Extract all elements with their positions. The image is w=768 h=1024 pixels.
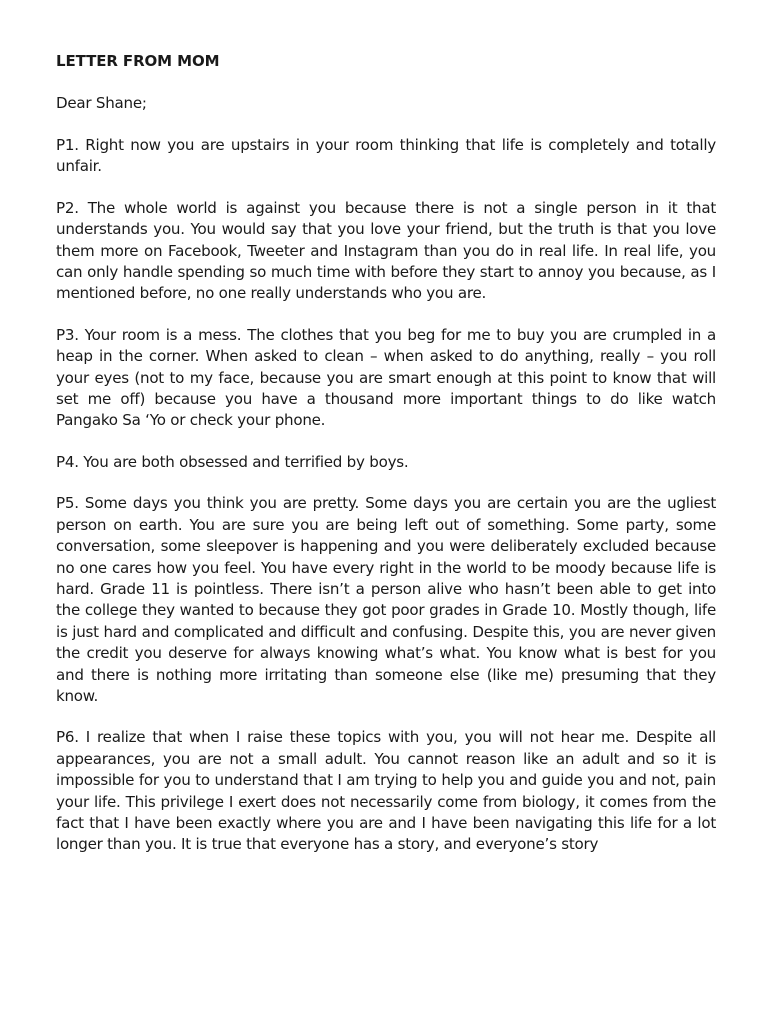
letter-page — [56, 50, 716, 876]
paragraph-p6: P6. I realize that when I raise these topics with you, you will not hear me. Despite all appearances, you are not a small adult. You cannot reason like an adult and so it is impossible for you to understand that I am trying to help you and guide you and not, pain your life. This privilege I exert does not necessarily come from biology, it comes from the fact that I have been exactly where you are and I have been navigating this life for a lot longer than you. It is true that everyone has a story, and everyone’s story — [56, 728, 716, 854]
salutation: Dear Shane; — [56, 94, 147, 112]
paragraph-p3: P3. Your room is a mess. The clothes that you beg for me to buy you are crumpled in a heap in the corner. When asked to clean – when asked to do anything, really – you roll your eyes (not to my face, because you are smart enough at this point to know that will set me off) because you have a thousand more important things to do like watch Pangako Sa ‘Yo or check your phone. — [56, 325, 716, 430]
paragraph-p1: P1. Right now you are upstairs in your room thinking that life is completely and totally unfair. — [56, 136, 716, 176]
letter-title: LETTER FROM MOM — [56, 52, 220, 70]
paragraph-p4: P4. You are both obsessed and terrified by boys. — [56, 452, 409, 471]
paragraph-p2: P2. The whole world is against you because there is not a single person in it that understands you. You would say that you love your friend, but the truth is that you love them more on Facebook, Tweeter and Instagram than you do in real life. In real life, you can only handle spending so much time with before they start to annoy you because, as I mentioned before, no one really understands who you are. — [56, 198, 716, 303]
paragraph-p5: P5. Some days you think you are pretty. Some days you are certain you are the ugliest person on earth. You are sure you are being left out of something. Some party, some conversation, some sleepover is happening and you were deliberately excluded because no one cares how you feel. You have every right in the world to be moody because life is hard. Grade 11 is pointless. There isn’t a person alive who hasn’t been able to get into the college they wanted to because they got poor grades in Grade 10. Mostly though, life is just hard and complicated and difficult and confusing. Despite this, you are never given the credit you deserve for always knowing what’s what. You know what is best for you and there is nothing more irritating than someone else (like me) presuming that they know. — [56, 494, 716, 705]
